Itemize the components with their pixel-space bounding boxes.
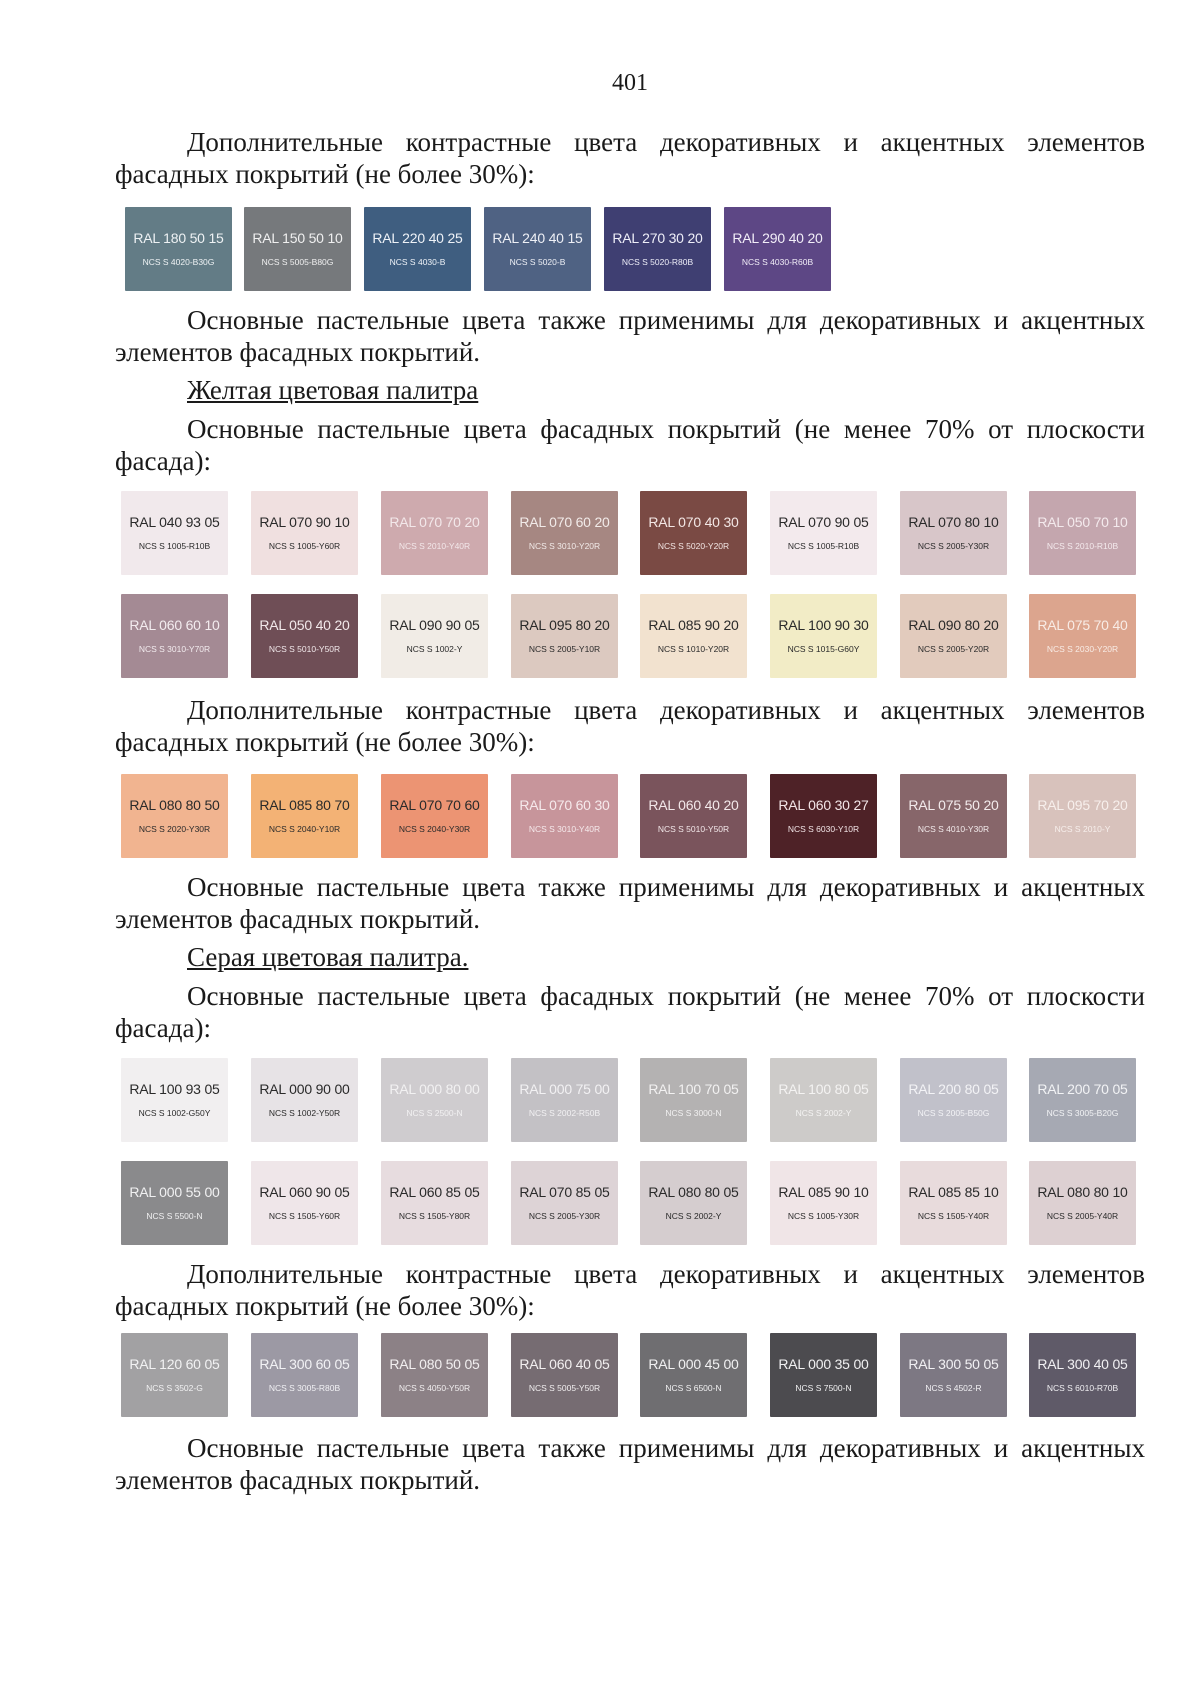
- swatch-ral-code: RAL 085 90 10: [778, 1184, 869, 1200]
- swatch-ncs-code: NCS S 3502-G: [146, 1383, 203, 1393]
- swatch-ral-code: RAL 060 60 10: [129, 617, 220, 633]
- swatch-ncs-code: NCS S 4020-B30G: [142, 257, 215, 267]
- color-swatch: [900, 774, 1007, 858]
- color-swatch: [251, 594, 358, 678]
- swatch-ral-code: RAL 060 40 20: [648, 797, 739, 813]
- swatch-ral-code: RAL 070 90 10: [259, 514, 350, 530]
- color-swatch: [381, 1161, 488, 1245]
- swatch-ral-code: RAL 090 80 20: [908, 617, 999, 633]
- swatch-ral-code: RAL 070 60 20: [519, 514, 610, 530]
- swatch-ncs-code: NCS S 2010-Y40R: [398, 541, 471, 551]
- swatch-ncs-code: NCS S 3000-N: [665, 1108, 722, 1118]
- swatch-ncs-code: NCS S 2500-N: [406, 1108, 463, 1118]
- swatch-ncs-code: NCS S 2002-R50B: [528, 1108, 601, 1118]
- swatch-ral-code: RAL 080 50 05: [389, 1356, 480, 1372]
- swatch-ral-code: RAL 070 60 30: [519, 797, 610, 813]
- swatch-ral-code: RAL 070 85 05: [519, 1184, 610, 1200]
- color-swatch: [770, 1333, 877, 1417]
- swatch-ral-code: RAL 075 70 40: [1037, 617, 1128, 633]
- swatch-ncs-code: NCS S 7500-N: [795, 1383, 852, 1393]
- heading-yellow-palette-text: Желтая цветовая палитра: [187, 375, 479, 405]
- swatch-ral-code: RAL 060 85 05: [389, 1184, 480, 1200]
- swatch-ncs-code: NCS S 6010-R70B: [1046, 1383, 1119, 1393]
- swatch-ncs-code: NCS S 3010-Y20R: [528, 541, 601, 551]
- color-swatch: [251, 1058, 358, 1142]
- swatch-ral-code: RAL 070 40 30: [648, 514, 739, 530]
- paragraph-base-yellow: Основные пастельные цвета фасадных покрытий (не менее 70% от плоскости фасада):: [115, 414, 1145, 476]
- paragraph-contrast-intro-3: Дополнительные контрастные цвета декоративных и акцентных элементов фасадных покрытий (не более 30%):: [115, 1259, 1145, 1321]
- swatch-ral-code: RAL 300 40 05: [1037, 1356, 1128, 1372]
- color-swatch: [251, 1161, 358, 1245]
- swatch-ral-code: RAL 095 70 20: [1037, 797, 1128, 813]
- swatch-row-yellow-contrast: [0, 774, 1200, 858]
- swatch-ncs-code: NCS S 5005-B80G: [261, 257, 334, 267]
- swatch-ral-code: RAL 070 80 10: [908, 514, 999, 530]
- swatch-ral-code: RAL 300 60 05: [259, 1356, 350, 1372]
- swatch-ncs-code: NCS S 3005-B20G: [1046, 1108, 1119, 1118]
- swatch-ral-code: RAL 300 50 05: [908, 1356, 999, 1372]
- swatch-ncs-code: NCS S 3005-R80B: [268, 1383, 341, 1393]
- swatch-ncs-code: NCS S 2010-R10B: [1046, 541, 1119, 551]
- color-swatch: [251, 774, 358, 858]
- color-swatch: [640, 1333, 747, 1417]
- heading-grey-palette-text: Серая цветовая палитра.: [187, 942, 469, 972]
- color-swatch: [770, 491, 877, 575]
- swatch-ncs-code: NCS S 2040-Y30R: [398, 824, 471, 834]
- swatch-ncs-code: NCS S 2002-Y: [795, 1108, 852, 1118]
- swatch-ral-code: RAL 100 93 05: [129, 1081, 220, 1097]
- swatch-row-grey-base-2: [0, 1161, 1200, 1245]
- swatch-ral-code: RAL 000 55 00: [129, 1184, 220, 1200]
- color-swatch: [121, 491, 228, 575]
- swatch-ral-code: RAL 090 90 05: [389, 617, 480, 633]
- swatch-ral-code: RAL 085 80 70: [259, 797, 350, 813]
- swatch-ncs-code: NCS S 4010-Y30R: [917, 824, 990, 834]
- color-swatch: [1029, 1058, 1136, 1142]
- color-swatch: [511, 491, 618, 575]
- swatch-ncs-code: NCS S 2005-Y30R: [917, 541, 990, 551]
- swatch-ral-code: RAL 070 90 05: [778, 514, 869, 530]
- swatch-ncs-code: NCS S 1505-Y40R: [917, 1211, 990, 1221]
- swatch-ncs-code: NCS S 2040-Y10R: [268, 824, 341, 834]
- color-swatch: [900, 1333, 1007, 1417]
- color-swatch: [244, 207, 351, 291]
- color-swatch: [251, 1333, 358, 1417]
- swatch-ral-code: RAL 000 45 00: [648, 1356, 739, 1372]
- swatch-ncs-code: NCS S 2020-Y30R: [138, 824, 211, 834]
- swatch-ral-code: RAL 085 85 10: [908, 1184, 999, 1200]
- swatch-ral-code: RAL 240 40 15: [492, 230, 583, 246]
- color-swatch: [251, 491, 358, 575]
- color-swatch: [121, 774, 228, 858]
- swatch-ral-code: RAL 200 80 05: [908, 1081, 999, 1097]
- swatch-ncs-code: NCS S 2005-B50G: [917, 1108, 990, 1118]
- swatch-ncs-code: NCS S 5010-Y50R: [268, 644, 341, 654]
- swatch-ncs-code: NCS S 6500-N: [665, 1383, 722, 1393]
- swatch-ncs-code: NCS S 2005-Y10R: [528, 644, 601, 654]
- swatch-ral-code: RAL 050 40 20: [259, 617, 350, 633]
- color-swatch: [511, 1058, 618, 1142]
- color-swatch: [484, 207, 591, 291]
- swatch-ral-code: RAL 080 80 50: [129, 797, 220, 813]
- swatch-ral-code: RAL 060 90 05: [259, 1184, 350, 1200]
- swatch-ral-code: RAL 000 90 00: [259, 1081, 350, 1097]
- paragraph-pastel-note-2: Основные пастельные цвета также применимы для декоративных и акцентных элементов фасадных покрытий.: [115, 872, 1145, 934]
- color-swatch: [640, 1161, 747, 1245]
- color-swatch: [381, 1333, 488, 1417]
- page-number: 401: [612, 70, 648, 96]
- swatch-ncs-code: NCS S 1005-Y60R: [268, 541, 341, 551]
- color-swatch: [640, 594, 747, 678]
- swatch-ral-code: RAL 180 50 15: [133, 230, 224, 246]
- swatch-ral-code: RAL 060 40 05: [519, 1356, 610, 1372]
- swatch-ral-code: RAL 100 70 05: [648, 1081, 739, 1097]
- color-swatch: [381, 1058, 488, 1142]
- swatch-ncs-code: NCS S 4030-B: [389, 257, 446, 267]
- color-swatch: [511, 594, 618, 678]
- paragraph-base-grey: Основные пастельные цвета фасадных покрытий (не менее 70% от плоскости фасада):: [115, 981, 1145, 1043]
- color-swatch: [381, 594, 488, 678]
- swatch-ncs-code: NCS S 1015-G60Y: [787, 644, 860, 654]
- paragraph-contrast-intro-1: Дополнительные контрастные цвета декоративных и акцентных элементов фасадных покрытий (не более 30%):: [115, 127, 1145, 189]
- swatch-ncs-code: NCS S 2030-Y20R: [1046, 644, 1119, 654]
- swatch-ral-code: RAL 100 90 30: [778, 617, 869, 633]
- swatch-ral-code: RAL 100 80 05: [778, 1081, 869, 1097]
- color-swatch: [900, 594, 1007, 678]
- heading-yellow-palette: [115, 374, 1145, 406]
- paragraph-contrast-intro-2: Дополнительные контрастные цвета декоративных и акцентных элементов фасадных покрытий (не более 30%):: [115, 695, 1145, 757]
- heading-grey-palette: [115, 941, 1145, 973]
- swatch-ncs-code: NCS S 2005-Y20R: [917, 644, 990, 654]
- swatch-ral-code: RAL 060 30 27: [778, 797, 869, 813]
- color-swatch: [1029, 1161, 1136, 1245]
- color-swatch: [1029, 594, 1136, 678]
- swatch-ral-code: RAL 150 50 10: [252, 230, 343, 246]
- swatch-ral-code: RAL 000 35 00: [778, 1356, 869, 1372]
- swatch-ncs-code: NCS S 2005-Y40R: [1046, 1211, 1119, 1221]
- swatch-row-grey-contrast: [0, 1333, 1200, 1417]
- color-swatch: [121, 1161, 228, 1245]
- swatch-ral-code: RAL 050 70 10: [1037, 514, 1128, 530]
- swatch-ncs-code: NCS S 1005-R10B: [787, 541, 860, 551]
- color-swatch: [125, 207, 232, 291]
- color-swatch: [381, 491, 488, 575]
- swatch-ral-code: RAL 000 80 00: [389, 1081, 480, 1097]
- swatch-ncs-code: NCS S 1005-R10B: [138, 541, 211, 551]
- color-swatch: [604, 207, 711, 291]
- swatch-ral-code: RAL 070 70 60: [389, 797, 480, 813]
- color-swatch: [640, 774, 747, 858]
- color-swatch: [770, 774, 877, 858]
- swatch-ncs-code: NCS S 2002-Y: [665, 1211, 722, 1221]
- swatch-ncs-code: NCS S 1505-Y60R: [268, 1211, 341, 1221]
- color-swatch: [511, 1333, 618, 1417]
- swatch-ncs-code: NCS S 5005-Y50R: [528, 1383, 601, 1393]
- color-swatch: [900, 491, 1007, 575]
- swatch-ral-code: RAL 200 70 05: [1037, 1081, 1128, 1097]
- swatch-ncs-code: NCS S 1505-Y80R: [398, 1211, 471, 1221]
- swatch-ncs-code: NCS S 5500-N: [146, 1211, 203, 1221]
- swatch-ral-code: RAL 120 60 05: [129, 1356, 220, 1372]
- swatch-ral-code: RAL 095 80 20: [519, 617, 610, 633]
- color-swatch: [381, 774, 488, 858]
- swatch-ncs-code: NCS S 1002-Y50R: [268, 1108, 341, 1118]
- color-swatch: [770, 1161, 877, 1245]
- swatch-ncs-code: NCS S 5020-R80B: [621, 257, 694, 267]
- color-swatch: [640, 491, 747, 575]
- swatch-ncs-code: NCS S 1002-G50Y: [138, 1108, 211, 1118]
- swatch-ral-code: RAL 085 90 20: [648, 617, 739, 633]
- swatch-row-yellow-base-2: [0, 594, 1200, 678]
- swatch-ncs-code: NCS S 1002-Y: [406, 644, 463, 654]
- swatch-ral-code: RAL 040 93 05: [129, 514, 220, 530]
- color-swatch: [121, 1058, 228, 1142]
- swatch-ral-code: RAL 080 80 10: [1037, 1184, 1128, 1200]
- swatch-row-grey-base-1: [0, 1058, 1200, 1142]
- color-swatch: [770, 1058, 877, 1142]
- color-swatch: [1029, 491, 1136, 575]
- color-swatch: [511, 774, 618, 858]
- color-swatch: [900, 1161, 1007, 1245]
- color-swatch: [770, 594, 877, 678]
- swatch-ncs-code: NCS S 2005-Y30R: [528, 1211, 601, 1221]
- color-swatch: [364, 207, 471, 291]
- swatch-row-yellow-base-1: [0, 491, 1200, 575]
- color-swatch: [511, 1161, 618, 1245]
- swatch-ral-code: RAL 220 40 25: [372, 230, 463, 246]
- color-swatch: [1029, 774, 1136, 858]
- color-swatch: [1029, 1333, 1136, 1417]
- paragraph-pastel-note-3: Основные пастельные цвета также применимы для декоративных и акцентных элементов фасадных покрытий.: [115, 1433, 1145, 1495]
- swatch-ral-code: RAL 270 30 20: [612, 230, 703, 246]
- swatch-ncs-code: NCS S 6030-Y10R: [787, 824, 860, 834]
- swatch-ncs-code: NCS S 3010-Y40R: [528, 824, 601, 834]
- color-swatch: [724, 207, 831, 291]
- swatch-ncs-code: NCS S 4502-R: [925, 1383, 982, 1393]
- color-swatch: [121, 594, 228, 678]
- swatch-ral-code: RAL 000 75 00: [519, 1081, 610, 1097]
- swatch-ral-code: RAL 080 80 05: [648, 1184, 739, 1200]
- paragraph-pastel-note-1: Основные пастельные цвета также применимы для декоративных и акцентных элементов фасадных покрытий.: [115, 305, 1145, 367]
- swatch-ncs-code: NCS S 4030-R60B: [741, 257, 814, 267]
- swatch-ncs-code: NCS S 4050-Y50R: [398, 1383, 471, 1393]
- swatch-ncs-code: NCS S 5020-B: [509, 257, 566, 267]
- swatch-ncs-code: NCS S 2010-Y: [1054, 824, 1111, 834]
- swatch-ncs-code: NCS S 5010-Y50R: [657, 824, 730, 834]
- swatch-ncs-code: NCS S 5020-Y20R: [657, 541, 730, 551]
- color-swatch: [900, 1058, 1007, 1142]
- color-swatch: [121, 1333, 228, 1417]
- swatch-ral-code: RAL 070 70 20: [389, 514, 480, 530]
- swatch-ral-code: RAL 290 40 20: [732, 230, 823, 246]
- swatch-ncs-code: NCS S 3010-Y70R: [138, 644, 211, 654]
- swatch-ral-code: RAL 075 50 20: [908, 797, 999, 813]
- swatch-ncs-code: NCS S 1005-Y30R: [787, 1211, 860, 1221]
- swatch-row-contrast-top: [0, 207, 1200, 291]
- swatch-ncs-code: NCS S 1010-Y20R: [657, 644, 730, 654]
- color-swatch: [640, 1058, 747, 1142]
